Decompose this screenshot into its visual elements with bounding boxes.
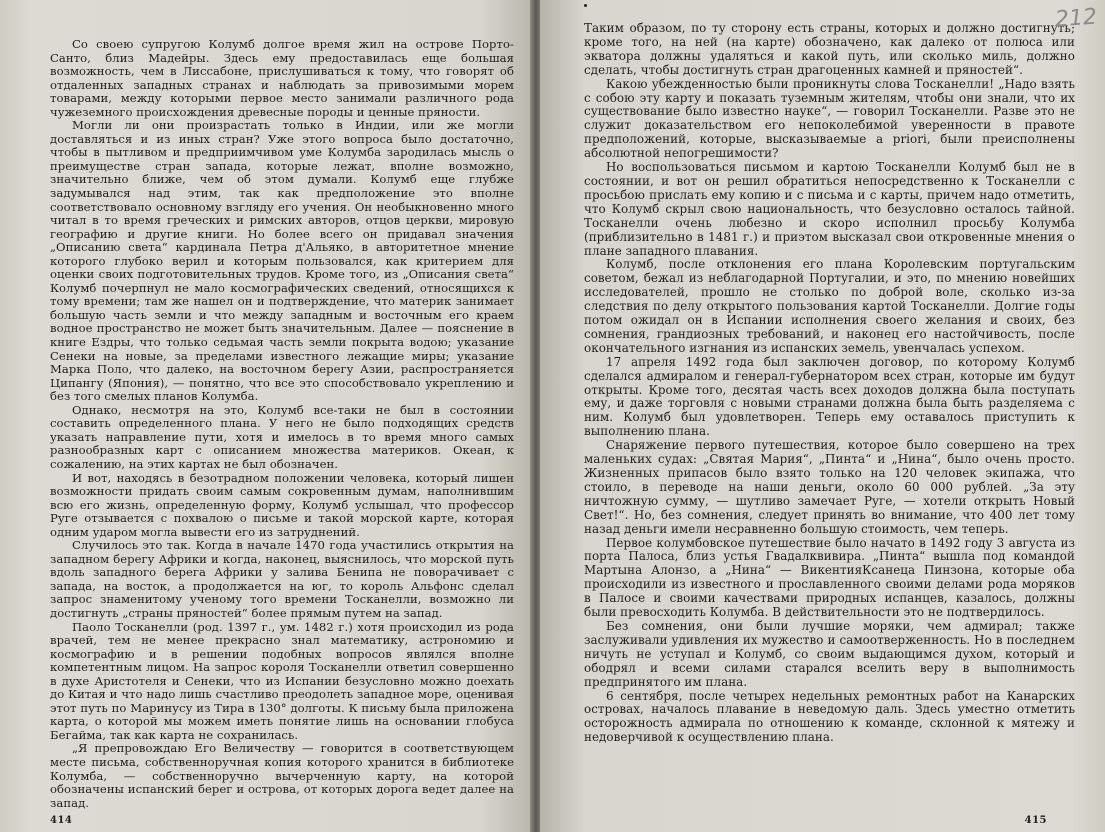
paragraph: 6 сентября, после четырех недельных ремонтных работ на Канарских островах, началось плавание в неведомую даль. Здесь уместно отметить осторожность адмирала по отношению к команде, склонной к мятежу и недоверчивой к осуществлению плана. xyxy=(584,688,1075,745)
paragraph: Но воспользоваться письмом и картою Тосканелли Колумб был не в состоянии, и вот он решил обратиться непосредственно к Тосканелли с просьбою прислать ему копию и с письма и с карты, причем надо отметить, что Колумб скрыл свою национальность, что безусловно осталось тайной. Тосканелли очень любезно и скоро исполнил просьбу Колумба (приблизительно в 1481 г.) и приэтом высказал свои откровенные мнения о плане западного плавания. xyxy=(584,160,1075,258)
paragraph: И вот, находясь в безотрадном положении человека, который лишен возможности придать своим самым сокровенным думам, наполнившим всю его жизнь, определенную форму, Колумб услышал, что профессор Руге отзывается с похвалою о письме и такой морской карте, которая одним ударом могла вывести его из затруднений. xyxy=(50,470,514,539)
paragraph: Паоло Тосканелли (род. 1397 г., ум. 1482 г.) хотя происходил из рода врачей, тем не менее прекрасно знал математику, астрономию и космографию и в решении подобных вопросов являлся вполне компетентным лицом. На запрос короля Тосканелли ответил совершенно в духе Аристотеля и Сенеки, что из Испании безусловно можно доехать до Китая и что надо лишь счастливо преодолеть западное море, оценивая этот путь по Маринусу из Тира в 130° долготы. К письму была приложена карта, о которой мы можем иметь понятие лишь на основании глобуса Бегайма, так как карта не сохранилась. xyxy=(50,619,514,742)
handwritten-mark: 212 xyxy=(1054,4,1098,33)
paragraph: 17 апреля 1492 года был заключен договор, по которому Колумб сделался адмиралом и генерал-губернатором всех стран, которые им будут открыты. Кроме того, десятая часть всех доходов должна была поступать ему, и даже торговля с новыми странами должна была быть разделяема с ним. Колумб был удовлетворен. Теперь ему оставалось приступить к выполнению плана. xyxy=(584,354,1075,439)
paragraph: Могли ли они произрастать только в Индии, или же могли доставляться и из иных стран? Уже этого вопроса было достаточно, чтобы в пытливом и предприимчивом уме Колумба зародилась мысль о преимуществе стран запада, которые лежат, вполне возможно, значительно ближе, чем об этом думали. Колумб еще глубже задумывался над этим, так как предположение это вполне соответствовало основному взгляду его учения. Он необыкновенно много читал в то время греческих и римских авторов, отцов церкви, мировую географию и другие книги. Но более всего он придавал значения „Описанию света“ кардинала Петра д'Альяко, в авторитетное мнение которого глубоко верил и которым пользовался, как критерием для оценки своих подготовительных трудов. Кроме того, из „Описания света“ Колумб почерпнул не мало космографических сведений, относящихся к тому времени; там же нашел он и подтверждение, что материк занимает большую часть земли и что между западным и восточным его краем водное пространство не может быть значительным. Далее — пояснение в книге Ездры, что только седьмая часть земли покрыта водою; указание Сенеки на новые, за пределами известного лежащие миры; указание Марка Поло, что далеко, на восточном берегу Азии, распространяется Ципангу (Япония), — понятно, что все это способствовало укреплению и без того смелых планов Колумба. xyxy=(50,118,514,404)
paragraph: Со своею супругою Колумб долгое время жил на острове Порто-Санто, близ Мадейры. Здесь ему предоставилась еще большая возможность, чем в Лиссабоне, прислушиваться к тому, что говорят об отдаленных западных странах и наблюдать за привозимыми морем товарами, между которыми первое место занимали различного рода чужеземного происхождения древесные породы и ценные пряности. xyxy=(50,37,514,119)
ink-dot xyxy=(584,4,587,7)
paragraph: Случилось это так. Когда в начале 1470 года участились открытия на западном берегу Африки и когда, наконец, выяснилось, что морской путь вдоль западного берега Африки у залива Бенипа не поворачивает с запада, на восток, а продолжается на юг, то король Альфонс сделал запрос знаменитому ученому того времени Тосканелли, возможно ли достигнуть „страны пряностей“ более прямым путем на запад. xyxy=(50,538,514,620)
paragraph: „Я препровождаю Его Величеству — говорится в соответствующем месте письма, собственноручная копия которого хранится в библиотеке Колумба, — собственноручно вычерченную карту, на которой обозначены испанский берег и острова, от которых дорога ведет далее на запад. xyxy=(50,741,514,810)
paragraph: Без сомнения, они были лучшие моряки, чем адмирал; также заслуживали удивления их мужество и самоотверженность. Но в последнем ничуть не уступал и Колумб, со своим выдающимся духом, который и ободрял и всеми силами старался вселить веру в выполнимость предпринятого им плана. xyxy=(584,618,1075,689)
right-page xyxy=(540,0,1105,832)
left-page xyxy=(0,0,532,832)
page-number: 414 xyxy=(50,815,73,826)
paragraph: Какою убежденностью были проникнуты слова Тосканелли! „Надо взять с собою эту карту и показать туземным жителям, чтобы они знали, что их существование было известно науке“, — говорил Тосканелли. Разве это не служит доказательством его непоколебимой уверенности в правоте предположений, которые, высказываемые a priori, были преисполнены абсолютной непогрешимости? xyxy=(584,76,1075,161)
paragraph: Колумб, после отклонения его плана Королевским португальским советом, бежал из неблагодарной Португалии, и это, по мнению новейших исследователей, прошло не столько по доброй воле, сколько из-за следствия по делу открытого пользования картой Тосканелли. Долгие годы потом ожидал он в Испании исполнения своего желания и своих, без сомнения, грандиозных требований, и наконец его настойчивость, после окончательного изгнания из испанских земель, увенчалась успехом. xyxy=(584,257,1075,355)
paragraph: Однако, несмотря на это, Колумб все-таки не был в состоянии составить определенного плана. У него не было подходящих средств указать направление пути, хотя и имелось в то время много самых разнообразных карт с описанием множества материков. Океан, к сожалению, на этих картах не был обозначен. xyxy=(50,402,514,471)
page-number: 415 xyxy=(1024,815,1047,826)
paragraph: Первое колумбовское путешествие было начато в 1492 году 3 августа из порта Палоса, близ устья Гвадалквивира. „Пинта“ вышла под командой Мартына Алонзо, а „Нина“ — ВикентияКсанеца Пинзона, которые оба происходили из известного и прославленного своими делами рода моряков в Палосе и своими качествами природных испанцев, казалось, должны были превосходить Колумба. В действительности это не подтвердилось. xyxy=(584,535,1075,620)
right-page-text xyxy=(584,22,1075,745)
paragraph: Снаряжение первого путешествия, которое было совершено на трех маленьких судах: „Святая Мария“, „Пинта“ и „Нина“, было очень просто. Жизненных припасов было взято только на 120 человек экипажа, что стоило, в переводе на наши деньги, около 60 000 рублей. „За эту ничтожную сумму, — шутливо замечает Руге, — хотели открыть Новый Свет!“. Но, без сомнения, следует принять во внимание, что 400 лет тому назад деньги имели несравненно большую стоимость, чем теперь. xyxy=(584,438,1075,536)
left-page-text xyxy=(50,38,514,810)
paragraph: Таким образом, по ту сторону есть страны, которых и должно достигнуть; кроме того, на ней (на карте) обозначено, как далеко от полюса или экватора должны удаляться и какой путь, или сколько миль, должно сделать, чтобы достигнуть стран драгоценных камней и пряностей“. xyxy=(584,21,1075,77)
